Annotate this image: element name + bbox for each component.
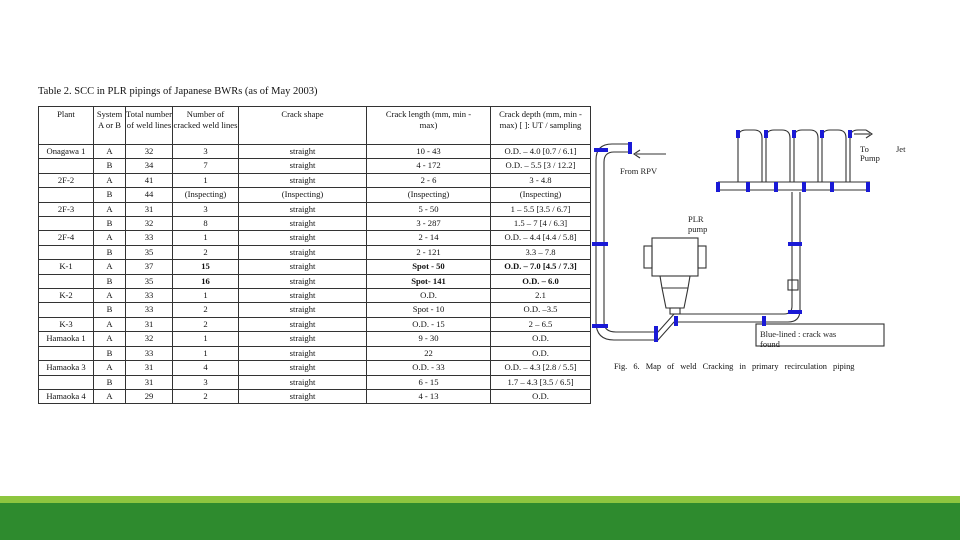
- table-row: [39, 145, 591, 159]
- cell-cracked: 1: [173, 346, 239, 360]
- cell-plant: K-2: [39, 289, 94, 303]
- crack-weld-mark: [736, 130, 740, 138]
- table-row: [39, 231, 591, 245]
- cell-plant: [39, 274, 94, 288]
- crack-marks: [592, 130, 870, 342]
- cell-plant: [39, 303, 94, 317]
- cell-total: 35: [126, 274, 173, 288]
- table-row: [39, 375, 591, 389]
- cell-length: (Inspecting): [367, 188, 491, 202]
- cell-shape: straight: [239, 375, 367, 389]
- cell-system: A: [94, 389, 126, 403]
- table-row: [39, 274, 591, 288]
- cell-depth: O.D. – 4.3 [2.8 / 5.5]: [491, 361, 591, 375]
- cell-length: Spot - 10: [367, 303, 491, 317]
- cell-plant: 2F-3: [39, 202, 94, 216]
- cell-shape: (Inspecting): [239, 188, 367, 202]
- cell-depth: O.D. – 5.5 [3 / 12.2]: [491, 159, 591, 173]
- cell-plant: Hamaoka 1: [39, 332, 94, 346]
- table-row: [39, 173, 591, 187]
- cell-plant: [39, 375, 94, 389]
- cell-shape: straight: [239, 145, 367, 159]
- header-length: Crack length (mm, min - max): [367, 107, 491, 145]
- cell-system: B: [94, 188, 126, 202]
- table-body: [39, 145, 591, 404]
- cell-system: A: [94, 317, 126, 331]
- cell-length: 2 - 14: [367, 231, 491, 245]
- crack-weld-mark: [774, 182, 778, 192]
- crack-weld-mark: [788, 242, 802, 246]
- crack-weld-mark: [654, 326, 658, 342]
- cell-plant: 2F-2: [39, 173, 94, 187]
- right-riser-pipe-inner: [766, 192, 800, 322]
- label-plr: PLR: [688, 214, 704, 224]
- crack-weld-mark: [820, 130, 824, 138]
- cell-total: 33: [126, 303, 173, 317]
- cell-total: 32: [126, 217, 173, 231]
- cell-system: A: [94, 361, 126, 375]
- crack-weld-mark: [830, 182, 834, 192]
- left-riser-pipe-inner: [604, 152, 628, 322]
- cell-plant: [39, 188, 94, 202]
- cell-total: 35: [126, 245, 173, 259]
- table-row: [39, 332, 591, 346]
- cell-length: 2 - 6: [367, 173, 491, 187]
- label-jet: Jet: [896, 144, 906, 154]
- cell-cracked: 3: [173, 145, 239, 159]
- cell-cracked: 2: [173, 317, 239, 331]
- crack-weld-mark: [628, 142, 632, 154]
- cell-cracked: 16: [173, 274, 239, 288]
- table-caption: Table 2. SCC in PLR pipings of Japanese BWRs (as of May 2003): [38, 86, 318, 97]
- cell-length: 3 - 287: [367, 217, 491, 231]
- cell-cracked: (Inspecting): [173, 188, 239, 202]
- crack-weld-mark: [746, 182, 750, 192]
- crack-weld-mark: [866, 182, 870, 192]
- table-header-row: [39, 107, 591, 145]
- cell-system: B: [94, 217, 126, 231]
- cell-plant: [39, 245, 94, 259]
- footer-bar: [0, 503, 960, 540]
- cell-depth: 1.7 – 4.3 [3.5 / 6.5]: [491, 375, 591, 389]
- cell-system: A: [94, 202, 126, 216]
- cell-total: 32: [126, 145, 173, 159]
- cell-plant: [39, 217, 94, 231]
- cell-depth: O.D. – 7.0 [4.5 / 7.3]: [491, 260, 591, 274]
- cell-depth: O.D.: [491, 389, 591, 403]
- cell-system: A: [94, 145, 126, 159]
- cell-depth: 1.5 – 7 [4 / 6.3]: [491, 217, 591, 231]
- cell-cracked: 1: [173, 231, 239, 245]
- cell-shape: straight: [239, 231, 367, 245]
- table-row: [39, 289, 591, 303]
- cell-system: A: [94, 332, 126, 346]
- cell-system: A: [94, 173, 126, 187]
- cell-shape: straight: [239, 202, 367, 216]
- cell-plant: [39, 346, 94, 360]
- cell-depth: O.D. –3.5: [491, 303, 591, 317]
- cell-depth: O.D. – 4.4 [4.4 / 5.8]: [491, 231, 591, 245]
- cell-total: 41: [126, 173, 173, 187]
- cell-length: 6 - 15: [367, 375, 491, 389]
- cell-shape: straight: [239, 303, 367, 317]
- cell-total: 31: [126, 202, 173, 216]
- header-depth: Crack depth (mm, min - max) [ ]: UT / sampling: [491, 107, 591, 145]
- cell-system: B: [94, 274, 126, 288]
- header-system: System A or B: [94, 107, 126, 145]
- pump-outlet: [670, 308, 680, 314]
- cell-plant: K-1: [39, 260, 94, 274]
- table-row: [39, 389, 591, 403]
- cell-plant: K-3: [39, 317, 94, 331]
- table-row: [39, 361, 591, 375]
- crack-weld-mark: [802, 182, 806, 192]
- cell-cracked: 15: [173, 260, 239, 274]
- label-from-rpv: From RPV: [620, 166, 658, 176]
- cell-depth: 2 – 6.5: [491, 317, 591, 331]
- cell-cracked: 2: [173, 245, 239, 259]
- cell-length: 22: [367, 346, 491, 360]
- table-row: [39, 346, 591, 360]
- table-row: [39, 202, 591, 216]
- cell-length: O.D. - 15: [367, 317, 491, 331]
- crack-weld-mark: [848, 130, 852, 138]
- figure-caption: Fig. 6. Map of weld Cracking in primary recirculation piping: [614, 362, 855, 371]
- header-plant: Plant: [39, 107, 94, 145]
- table-row: [39, 317, 591, 331]
- footer-accent-bar: [0, 496, 960, 503]
- legend-text-line1: Blue-lined : crack was: [760, 329, 837, 339]
- cell-plant: Hamaoka 3: [39, 361, 94, 375]
- cell-cracked: 1: [173, 289, 239, 303]
- cell-depth: O.D.: [491, 346, 591, 360]
- cell-cracked: 4: [173, 361, 239, 375]
- table-row: [39, 159, 591, 173]
- cell-depth: O.D. – 4.0 [0.7 / 6.1]: [491, 145, 591, 159]
- cell-length: 4 - 172: [367, 159, 491, 173]
- cell-total: 33: [126, 231, 173, 245]
- cell-length: Spot- 141: [367, 274, 491, 288]
- cell-length: O.D. - 33: [367, 361, 491, 375]
- crack-weld-mark: [762, 316, 766, 326]
- pump-body: [660, 276, 690, 288]
- cell-cracked: 1: [173, 173, 239, 187]
- cell-total: 37: [126, 260, 173, 274]
- cell-shape: straight: [239, 289, 367, 303]
- jet-riser-1: [738, 130, 762, 182]
- cell-shape: straight: [239, 245, 367, 259]
- crack-weld-mark: [674, 316, 678, 326]
- crack-weld-mark: [764, 130, 768, 138]
- cell-system: A: [94, 289, 126, 303]
- cell-plant: Onagawa 1: [39, 145, 94, 159]
- header-cracked: Number of cracked weld lines: [173, 107, 239, 145]
- cell-system: B: [94, 159, 126, 173]
- cell-total: 34: [126, 159, 173, 173]
- cell-shape: straight: [239, 274, 367, 288]
- jet-riser-3: [794, 130, 818, 182]
- cell-depth: O.D.: [491, 332, 591, 346]
- cell-system: B: [94, 303, 126, 317]
- cell-total: 31: [126, 361, 173, 375]
- cell-length: Spot - 50: [367, 260, 491, 274]
- cell-cracked: 8: [173, 217, 239, 231]
- legend-text-line2: found: [760, 339, 780, 349]
- cell-length: 5 - 50: [367, 202, 491, 216]
- cell-cracked: 1: [173, 332, 239, 346]
- cell-length: 2 - 121: [367, 245, 491, 259]
- pump-motor-side-left: [644, 246, 652, 268]
- scc-table: [38, 106, 591, 404]
- cell-total: 33: [126, 289, 173, 303]
- cell-system: A: [94, 260, 126, 274]
- pipe-lines: [596, 130, 884, 346]
- cell-total: 29: [126, 389, 173, 403]
- cell-cracked: 7: [173, 159, 239, 173]
- cell-length: 10 - 43: [367, 145, 491, 159]
- crack-weld-mark: [592, 324, 608, 328]
- header-shape: Crack shape: [239, 107, 367, 145]
- cell-cracked: 3: [173, 202, 239, 216]
- cell-shape: straight: [239, 332, 367, 346]
- cell-shape: straight: [239, 159, 367, 173]
- cell-shape: straight: [239, 346, 367, 360]
- table-row: [39, 303, 591, 317]
- pump-motor-side-right: [698, 246, 706, 268]
- cell-depth: 2.1: [491, 289, 591, 303]
- cell-shape: straight: [239, 389, 367, 403]
- table-row: [39, 260, 591, 274]
- cell-system: B: [94, 375, 126, 389]
- cell-system: B: [94, 346, 126, 360]
- crack-weld-mark: [716, 182, 720, 192]
- bottom-pipe: [596, 322, 766, 340]
- cell-system: A: [94, 231, 126, 245]
- jet-riser-4: [822, 130, 846, 182]
- piping-diagram: [570, 112, 920, 382]
- cell-depth: (Inspecting): [491, 188, 591, 202]
- cell-length: O.D.: [367, 289, 491, 303]
- valve-box: [788, 280, 798, 290]
- cell-depth: 3.3 – 7.8: [491, 245, 591, 259]
- jet-riser-2: [766, 130, 790, 182]
- cell-depth: 3 - 4.8: [491, 173, 591, 187]
- crack-weld-mark: [592, 242, 608, 246]
- table-row: [39, 217, 591, 231]
- cell-cracked: 3: [173, 375, 239, 389]
- crack-weld-mark: [594, 148, 608, 152]
- plr-piping-figure: [570, 112, 920, 382]
- cell-total: 31: [126, 317, 173, 331]
- cell-depth: O.D. – 6.0: [491, 274, 591, 288]
- crack-weld-mark: [788, 310, 802, 314]
- cell-plant: Hamaoka 4: [39, 389, 94, 403]
- cell-cracked: 2: [173, 303, 239, 317]
- pump-casing: [662, 288, 688, 308]
- cell-shape: straight: [239, 173, 367, 187]
- cell-length: 9 - 30: [367, 332, 491, 346]
- cell-total: 44: [126, 188, 173, 202]
- cell-plant: [39, 159, 94, 173]
- cell-total: 32: [126, 332, 173, 346]
- cell-cracked: 2: [173, 389, 239, 403]
- right-riser-pipe: [766, 192, 792, 314]
- cell-total: 31: [126, 375, 173, 389]
- cell-total: 33: [126, 346, 173, 360]
- cell-plant: 2F-4: [39, 231, 94, 245]
- label-pump: Pump: [860, 153, 880, 163]
- label-to: To: [860, 144, 869, 154]
- cell-shape: straight: [239, 317, 367, 331]
- cell-shape: straight: [239, 217, 367, 231]
- crack-weld-mark: [792, 130, 796, 138]
- cell-shape: straight: [239, 361, 367, 375]
- bottom-pipe-inner: [604, 314, 766, 332]
- cell-system: B: [94, 245, 126, 259]
- pump-motor: [652, 238, 698, 276]
- label-plr-pump: pump: [688, 224, 708, 234]
- header-total: Total number of weld lines: [126, 107, 173, 145]
- cell-depth: 1 – 5.5 [3.5 / 6.7]: [491, 202, 591, 216]
- table-row: [39, 188, 591, 202]
- cell-shape: straight: [239, 260, 367, 274]
- cell-length: 4 - 13: [367, 389, 491, 403]
- table-row: [39, 245, 591, 259]
